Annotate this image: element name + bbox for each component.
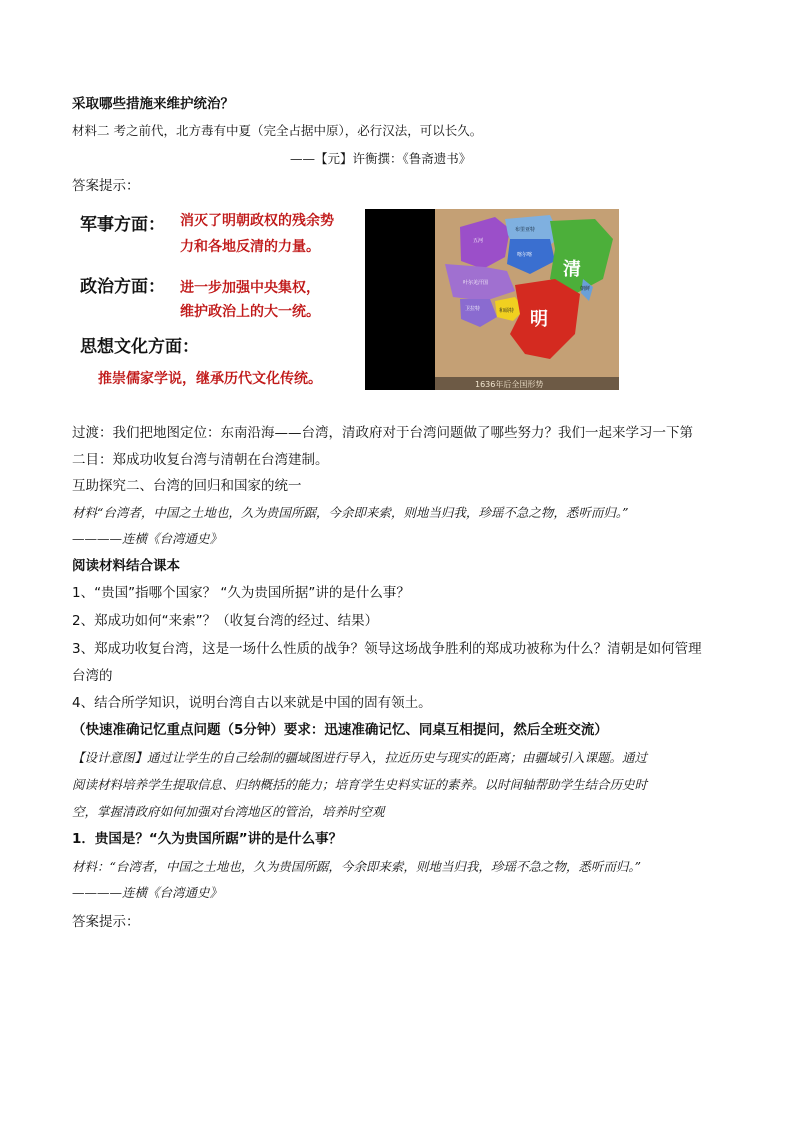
answer-hint-label-2: 答案提示： xyxy=(72,914,140,930)
explore-title: 互助探究二、台湾的回归和国家的统一 xyxy=(72,478,302,494)
answer-panel-image xyxy=(72,200,357,395)
question-3-line-2: 台湾的 xyxy=(72,668,113,684)
military-heading: 军事方面： xyxy=(80,215,165,235)
question-3-line-1: 3、郑成功收复台湾，这是一场什么性质的战争？领导这场战争胜利的郑成功被称为什么？清朝是如何管理 xyxy=(72,641,702,657)
map-label-joseon: 朝鲜 xyxy=(580,286,591,292)
map-label-khalkha: 喀尔喀 xyxy=(517,252,533,258)
material-2: 材料二 考之前代，北方毒有中夏（完全占据中原），必行汉法，可以长久。 xyxy=(72,123,483,138)
map-caption: 1636年后全国形势 xyxy=(475,380,544,389)
question-1: 1、“贵国”指哪个国家？ “久为贵国所据”讲的是什么事？ xyxy=(72,585,410,601)
material-quote-source: ————连横《台湾通史》 xyxy=(72,531,223,546)
map-label-oirat: 卫拉特 xyxy=(465,306,481,312)
top-question: 采取哪些措施来维护统治？ xyxy=(72,96,234,112)
map-ming-label: 明 xyxy=(530,309,548,330)
material-quote-2-source: ————连横《台湾通史》 xyxy=(72,885,223,900)
question-2: 2、郑成功如何“来索”？（收复台湾的经过、结果） xyxy=(72,613,379,629)
design-intent-line-1: 【设计意图】通过让学生的自己绘制的疆域图进行导入，拉近历史与现实的距离；由疆域引入课题。通过 xyxy=(72,750,648,765)
design-intent-line-2: 阅读材料培养学生提取信息、归纳概括的能力；培育学生史料实证的素养。以时间轴帮助学生结合历史时 xyxy=(72,777,648,792)
military-text-line-1: 消灭了明朝政权的残余势 xyxy=(180,213,334,229)
transition-line-2: 二目：郑成功收复台湾与清朝在台湾建制。 xyxy=(72,452,329,468)
bold-question-1: 1．贵国是？“久为贵国所踞”讲的是什么事？ xyxy=(72,831,343,847)
political-text-line-2: 维护政治上的大一统。 xyxy=(180,304,320,320)
map-label-yarkand: 叶尔羌汗国 xyxy=(463,280,489,286)
material-2-source: ——【元】许衡撰：《鲁斋遗书》 xyxy=(290,151,472,166)
political-heading: 政治方面： xyxy=(80,277,165,297)
question-4: 4、结合所学知识，说明台湾自古以来就是中国的固有领土。 xyxy=(72,695,432,711)
map-label-khoshut: 和硕特 xyxy=(499,308,515,314)
qing-ming-map-image xyxy=(365,209,619,390)
material-quote-2: 材料：“台湾者，中国之土地也，久为贵国所踞，今余即来索，则地当归我，珍瑶不急之物，悉听而归。” xyxy=(72,859,642,874)
culture-heading: 思想文化方面： xyxy=(80,337,199,357)
map-label-buryat: 布里亚特 xyxy=(515,227,536,233)
transition-line-1: 过渡：我们把地图定位：东南沿海——台湾，清政府对于台湾问题做了哪些努力？我们一起来学习一下第 xyxy=(72,425,693,441)
map-label-wuhe: 五河 xyxy=(473,238,484,244)
memory-task: （快速准确记忆重点问题（5分钟）要求：迅速准确记忆、同桌互相提问，然后全班交流） xyxy=(72,722,608,738)
military-text-line-2: 力和各地反清的力量。 xyxy=(180,239,320,255)
answer-hint-label: 答案提示： xyxy=(72,178,140,194)
material-quote: 材料“台湾者，中国之土地也，久为贵国所踞，今余即来索，则地当归我，珍瑶不急之物，悉听而归。” xyxy=(72,505,629,520)
map-qing-label: 清 xyxy=(563,259,581,280)
culture-text: 推崇儒家学说，继承历代文化传统。 xyxy=(98,371,322,387)
design-intent-line-3: 空，掌握清政府如何加强对台湾地区的管治，培养时空观 xyxy=(72,804,385,819)
read-title: 阅读材料结合课本 xyxy=(72,558,180,574)
political-text-line-1: 进一步加强中央集权， xyxy=(180,280,320,296)
